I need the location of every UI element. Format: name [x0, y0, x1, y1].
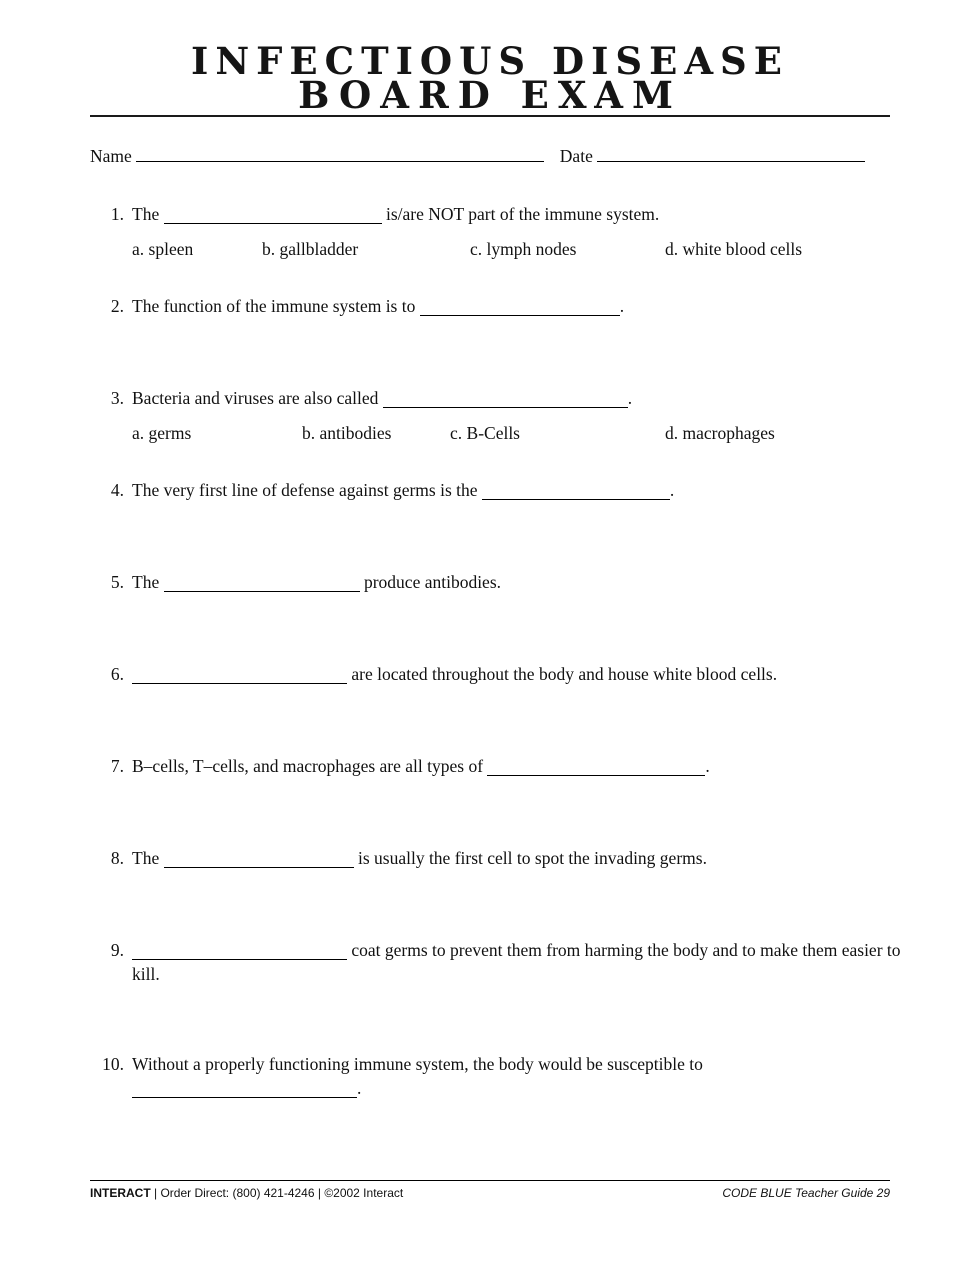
footer-divider [90, 1180, 890, 1181]
answer-blank [487, 758, 705, 777]
question-8 [90, 846, 932, 870]
question-number: 6. [110, 664, 124, 684]
question-4 [90, 478, 932, 502]
question-1 [90, 202, 932, 261]
question-5 [90, 570, 932, 594]
name-blank-line [136, 143, 544, 162]
question-number: 9. [110, 940, 124, 960]
question-text-pre: Without a properly functioning immune system, the body would be susceptible to [132, 1054, 703, 1074]
choice-option-c: c. B-Cells [450, 423, 520, 443]
footer-right-text: CODE BLUE Teacher Guide 29 [722, 1186, 890, 1200]
choice-option-b: b. antibodies [302, 423, 392, 443]
answer-blank [482, 482, 670, 501]
question-text-pre: Bacteria and viruses are also called [132, 388, 383, 408]
choice-option-b: b. gallbladder [262, 239, 359, 259]
question-text-pre: The [132, 848, 164, 868]
question-text-pre: B–cells, T–cells, and macrophages are all types of [132, 756, 488, 776]
question-10 [90, 1052, 932, 1100]
question-text-post: . [627, 388, 633, 408]
question-3 [90, 386, 932, 445]
footer-left-text: | Order Direct: (800) 421-4246 | ©2002 Interact [150, 1186, 404, 1200]
choice-option-a: a. germs [132, 423, 192, 443]
question-text-post: . [357, 1078, 362, 1098]
footer-left [90, 1186, 403, 1200]
date-blank-line [597, 143, 865, 162]
question-7 [90, 754, 932, 778]
answer-blank [383, 390, 628, 409]
answer-blank [132, 942, 347, 961]
choice-option-c: c. lymph nodes [470, 239, 577, 259]
choice-option-a: a. spleen [132, 239, 194, 259]
answer-blank [164, 206, 382, 225]
question-text-post: produce antibodies. [359, 572, 502, 592]
question-2 [90, 294, 932, 318]
answer-blank [420, 298, 620, 317]
question-text-post: is usually the first cell to spot the invading germs. [353, 848, 707, 868]
question-number: 4. [110, 480, 124, 500]
question-text-post: . [705, 756, 710, 776]
question-text-post: are located throughout the body and house white blood cells. [347, 664, 778, 684]
question-number: 3. [110, 388, 124, 408]
publisher-brand: INTERACT [90, 1186, 151, 1200]
question-text-pre: The function of the immune system is to [132, 296, 420, 316]
question-number: 7. [110, 756, 124, 776]
question-text-post: . [619, 296, 625, 316]
choices-row [132, 421, 932, 445]
question-6 [90, 662, 932, 686]
question-number: 2. [110, 296, 124, 316]
choices-row [132, 237, 932, 261]
footer [90, 1186, 890, 1200]
answer-blank [132, 666, 347, 685]
page-title-line1: INFECTIOUS DISEASE [191, 39, 789, 83]
question-9 [90, 938, 932, 986]
page-title-line2: BOARD EXAM [298, 73, 682, 117]
question-number: 1. [110, 204, 124, 224]
question-number: 8. [110, 848, 124, 868]
question-text-post: coat germs to prevent them from harming the body and to make them easier to kill. [132, 940, 901, 984]
title-block [90, 39, 890, 117]
question-text-pre: The [132, 572, 164, 592]
choice-option-d: d. white blood cells [665, 239, 803, 259]
question-text-pre: The [132, 204, 164, 224]
question-text-post: is/are NOT part of the immune system. [381, 204, 660, 224]
choice-option-d: d. macrophages [665, 423, 775, 443]
answer-blank [164, 574, 360, 593]
answer-blank [132, 1080, 357, 1099]
answer-blank [164, 850, 354, 869]
name-label: Name [90, 145, 132, 166]
name-date-row [90, 143, 890, 167]
question-text-pre: The very first line of defense against germs is the [132, 480, 482, 500]
question-number: 10. [102, 1054, 124, 1074]
question-number: 5. [110, 572, 124, 592]
date-label: Date [559, 145, 593, 166]
question-text-post: . [669, 480, 675, 500]
